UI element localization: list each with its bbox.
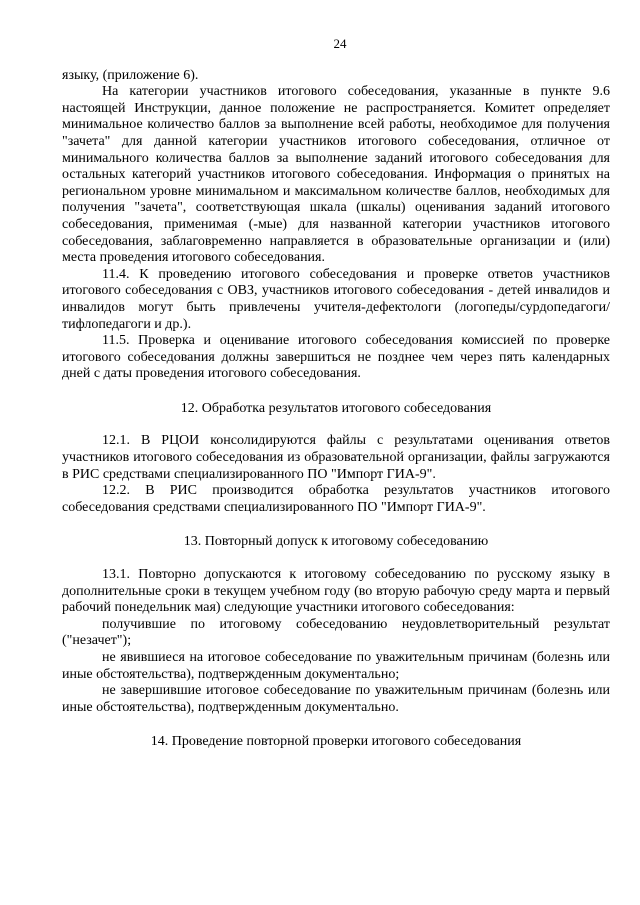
paragraph-12-2: 12.2. В РИС производится обработка результатов участников итогового собеседования средствами специализированного ПО "Импорт ГИА-9". <box>62 483 610 515</box>
paragraph-12-1: 12.1. В РЦОИ консолидируются файлы с результатами оценивания ответов участников итогового собеседования из образовательной организации, файлы загружаются в РИС средствами специализированного ПО "Импорт ГИА-9". <box>62 433 610 482</box>
paragraph-13-1: 13.1. Повторно допускаются к итоговому собеседованию по русскому языку в дополнительные сроки в текущем учебном году (во вторую рабочую среду марта и первый рабочий понедельник мая) следующие участники итогового собеседования: <box>62 567 610 616</box>
section-heading-13: 13. Повторный допуск к итоговому собеседованию <box>183 534 489 550</box>
paragraph-11-5: 11.5. Проверка и оценивание итогового собеседования комиссией по проверке итогового собеседования должны завершиться не позднее чем через пять календарных дней с даты проведения итогового собеседования. <box>62 333 610 382</box>
list-item-absent-valid-reason: не явившиеся на итоговое собеседование по уважительным причинам (болезнь или иные обстоятельства), подтвержденным документально; <box>62 650 610 682</box>
paragraph-continuation: языку, (приложение 6). <box>62 67 199 83</box>
document-page <box>62 36 610 767</box>
list-item-unsatisfactory-result: получившие по итоговому собеседованию неудовлетворительный результат ("незачет"); <box>62 616 610 649</box>
page-number: 24 <box>333 36 347 51</box>
section-heading-14: 14. Проведение повторной проверки итогового собеседования <box>150 734 522 750</box>
section-heading-12: 12. Обработка результатов итогового собеседования <box>180 400 492 416</box>
paragraph-special-categories: На категории участников итогового собеседования, указанные в пункте 9.6 настоящей Инструкции, данное положение не распространяется. Комитет определяет минимальное количество баллов за выполнение всей работы, необходимое для получения "зачета" для данной категории участников итогового собеседования, отличное от минимального количества баллов за выполнение заданий итогового собеседования для остальных категорий участников итогового собеседования. Информация о принятых на региональном уровне минимальном и максимальном количестве баллов, необходимых для получения "зачета", соответствующая шкала (шкалы) оценивания заданий итогового собеседования, применимая (-мые) для названной категории участников итогового собеседования, заблаговременно направляется в образовательные организации и (или) места проведения итогового собеседования. <box>62 84 610 266</box>
paragraph-11-4: 11.4. К проведению итогового собеседования и проверке ответов участников итогового собеседования с ОВЗ, участников итогового собеседования - детей инвалидов и инвалидов могут быть привлечены учителя-дефектологи (логопеды/сурдопедагоги/тифлопедагоги и др.). <box>62 266 610 332</box>
list-item-not-completed-valid-reason: не завершившие итоговое собеседование по уважительным причинам (болезнь или иные обстоятельства), подтвержденным документально. <box>62 683 610 715</box>
